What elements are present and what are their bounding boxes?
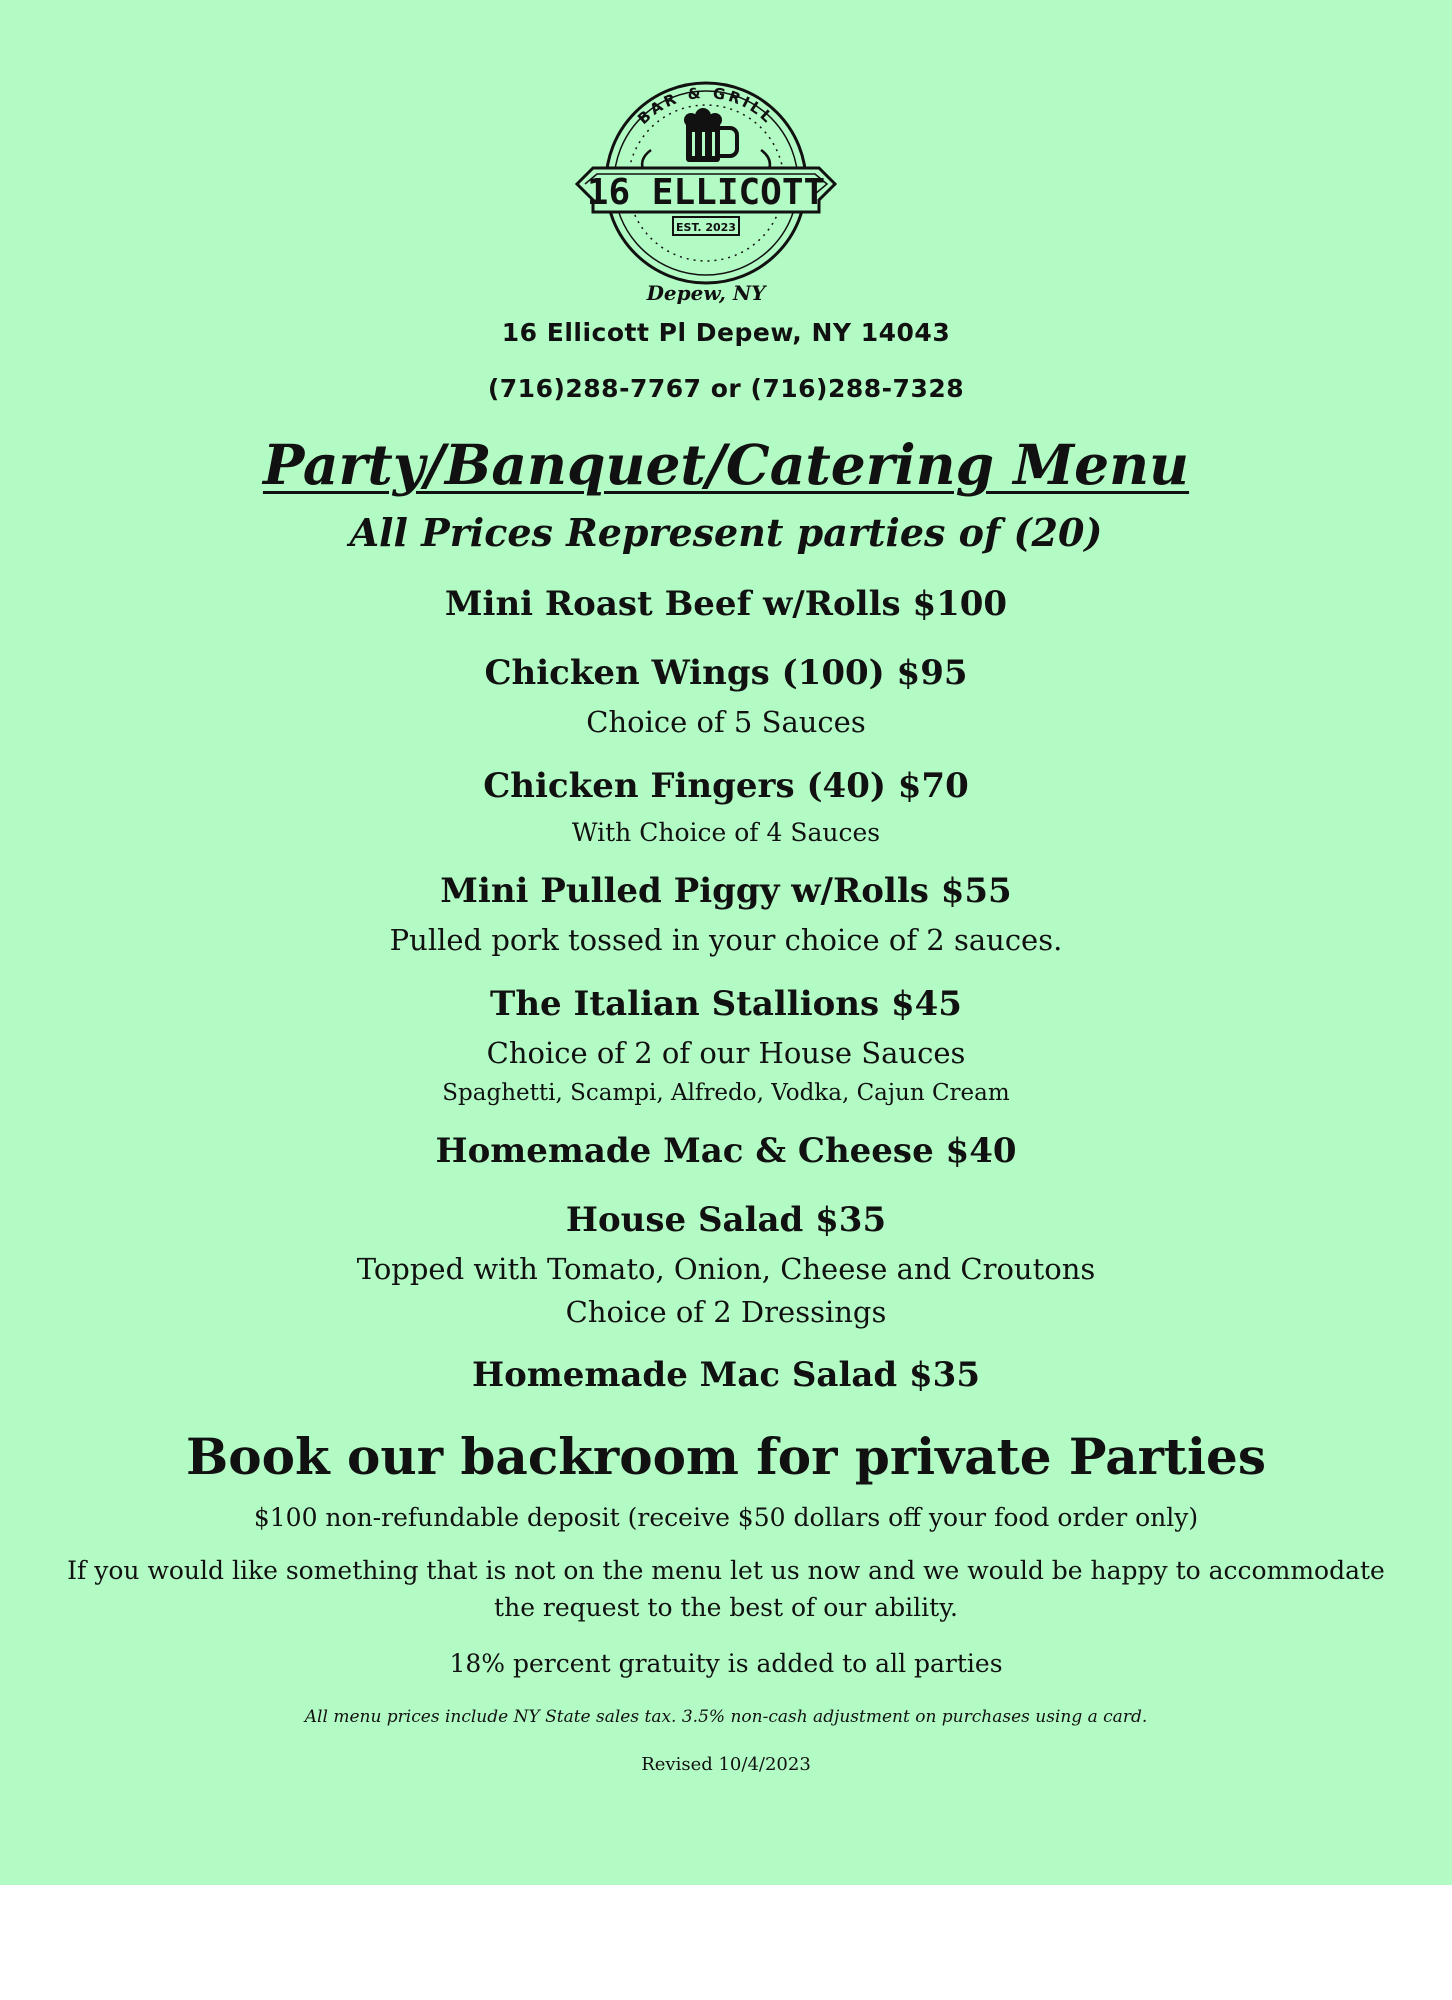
menu-title: Party/Banquet/Catering Menu	[262, 432, 1190, 497]
special-request-note: If you would like something that is not on the menu let us now and we would be happy to accommodate	[67, 1556, 1385, 1585]
menu-item-name: Chicken Fingers (40) $70	[483, 766, 969, 806]
menu-item-name: Homemade Mac & Cheese $40	[435, 1131, 1017, 1171]
menu-subtitle: All Prices Represent parties of (20)	[349, 510, 1103, 555]
revision-date: Revised 10/4/2023	[641, 1754, 811, 1775]
menu-item-name: Mini Pulled Piggy w/Rolls $55	[440, 871, 1012, 911]
beer-mug-icon	[684, 108, 737, 162]
phone-numbers: (716)288-7767 or (716)288-7328	[487, 374, 965, 403]
deposit-note: $100 non-refundable deposit (receive $50 dollars off your food order only)	[253, 1503, 1199, 1532]
address: 16 Ellicott Pl Depew, NY 14043	[501, 318, 951, 347]
tax-note: All menu prices include NY State sales tax. 3.5% non-cash adjustment on purchases using a card.	[304, 1707, 1148, 1727]
menu-item-name: The Italian Stallions $45	[490, 984, 962, 1024]
menu-item-description: Choice of 2 Dressings	[565, 1295, 887, 1329]
logo-established: EST. 2023	[676, 221, 736, 234]
private-parties-heading: Book our backroom for private Parties	[186, 1427, 1266, 1486]
logo-arc-text: BAR & GRILL	[634, 83, 779, 128]
menu-item-description: Choice of 5 Sauces	[586, 705, 866, 739]
logo-script-location: Depew, NY	[646, 281, 766, 305]
menu-item-name: Mini Roast Beef w/Rolls $100	[444, 584, 1008, 624]
gratuity-note: 18% percent gratuity is added to all parties	[449, 1649, 1003, 1678]
menu-item-description: Topped with Tomato, Onion, Cheese and Croutons	[356, 1252, 1096, 1286]
restaurant-logo	[563, 78, 849, 308]
menu-item-description: Pulled pork tossed in your choice of 2 sauces.	[389, 923, 1063, 957]
menu-item-description: Choice of 2 of our House Sauces	[486, 1036, 966, 1070]
menu-item-name: Chicken Wings (100) $95	[484, 653, 968, 693]
menu-item-name: House Salad $35	[565, 1200, 887, 1240]
menu-item-description: With Choice of 4 Sauces	[571, 818, 881, 847]
special-request-note: the request to the best of our ability.	[494, 1593, 958, 1622]
menu-item-name: Homemade Mac Salad $35	[472, 1355, 980, 1395]
logo-name: 16 ELLICOTT	[586, 172, 826, 213]
menu-item-description: Spaghetti, Scampi, Alfredo, Vodka, Cajun Cream	[442, 1080, 1010, 1106]
